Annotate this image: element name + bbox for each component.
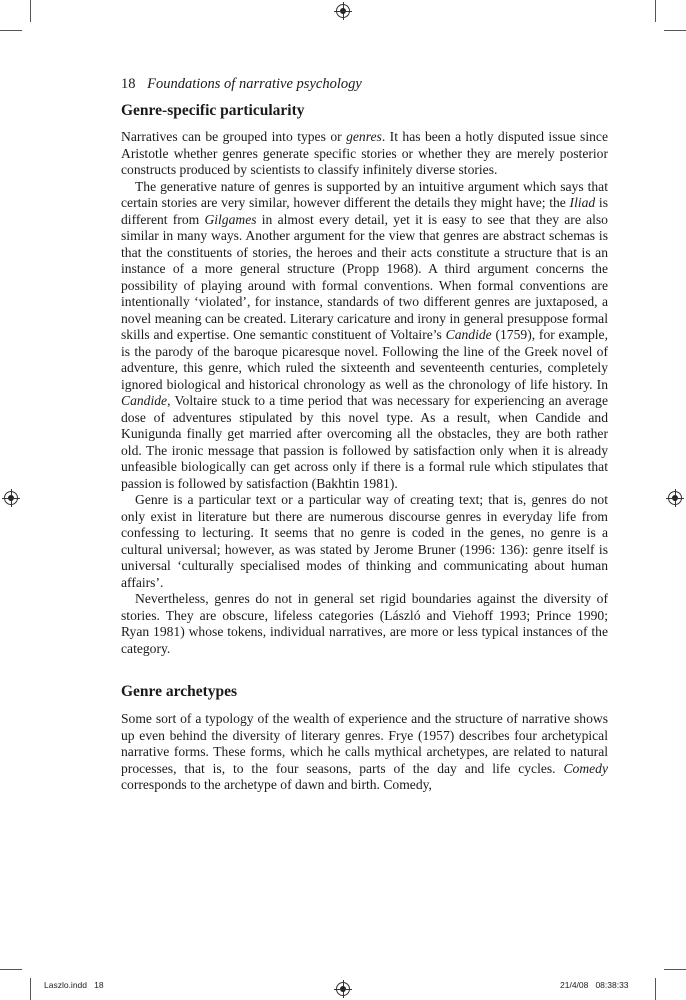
- registration-mark-icon: [668, 491, 682, 505]
- crop-mark: [655, 978, 656, 1000]
- section-heading: Genre-specific particularity: [121, 102, 305, 119]
- page-body: [121, 101, 608, 794]
- crop-mark: [664, 969, 686, 970]
- running-head-title: Foundations of narrative psychology: [147, 76, 362, 92]
- slug-timestamp: 21/4/08 08:38:33: [560, 980, 629, 990]
- crop-mark: [30, 0, 31, 22]
- paragraph: The generative nature of genres is supported by an intuitive argument which says that certain stories are very similar, however different the details they might have; the Iliad is different from Gilgames in almost every detail, yet it is easy to see that they are also similar in many ways. Another argument for the view that genres are abstract schemas is that the constituents of stories, the heroes and their acts constitute a structure that is an instance of a more general structure (Propp 1968). A third argument concerns the possibility of playing around with formal conventions. When formal conventions are intentionally ‘violated’, for instance, standards of two different genres are juxtaposed, a novel meaning can be created. Literary caricature and irony in general presuppose formal skills and expertise. One semantic constituent of Voltaire’s Candide (1759), for example, is the parody of the baroque picaresque novel. Following the line of the Greek novel of adventure, this genre, which ruled the sixteenth and seventeenth centuries, completely ignored biological and historical chronology as well as the chronology of life history. In Candide, Voltaire stuck to a time period that was necessary for experiencing an average dose of adventures stipulated by this novel type. As a result, when Candide and Kunigunda finally get married after overcoming all the obstacles, they are both rather old. The ironic message that passion is followed by satisfaction only when it is already unfeasible biologically can get across only if there is a formal rule which stipulates that passion is followed by satisfaction (Bakhtin 1981).: [121, 178, 609, 491]
- registration-mark-icon: [336, 982, 350, 996]
- crop-mark: [664, 30, 686, 31]
- paragraph: Nevertheless, genres do not in general set rigid boundaries against the diversity of stories. They are obscure, lifeless categories (László and Viehoff 1993; Prince 1990; Ryan 1981) whose tokens, individual narratives, are more or less typical instances of the category.: [121, 591, 608, 656]
- paragraph: Some sort of a typology of the wealth of experience and the structure of narrative shows up even behind the diversity of literary genres. Frye (1957) describes four archetypical narrative forms. These forms, which he calls mythical archetypes, are related to natural processes, that is, to the four seasons, parts of the day and life cycles. Comedy corresponds to the archetype of dawn and birth. Comedy,: [121, 711, 608, 792]
- registration-mark-icon: [336, 4, 350, 18]
- crop-mark: [655, 0, 656, 22]
- crop-mark: [0, 969, 22, 970]
- paragraph: Genre is a particular text or a particular way of creating text; that is, genres do not only exist in literature but there are numerous discourse genres in everyday life from confessing to lecturing. It seems that no genre is coded in the genes, no genre is a cultural universal; however, as was stated by Jerome Bruner (1996: 136): genre itself is universal ‘culturally specialised modes of thinking and communicating about human affairs’.: [121, 492, 608, 590]
- registration-mark-icon: [4, 491, 18, 505]
- page-number: 18: [121, 76, 136, 92]
- section-heading: Genre archetypes: [121, 683, 238, 700]
- slug-file: Laszlo.indd 18: [44, 980, 104, 990]
- paragraph: Narratives can be grouped into types or genres. It has been a hotly disputed issue since Aristotle whether genres generate specific stories or whether they are merely posterior constructs produced by scientists to classify infinitely diverse stories.: [121, 129, 608, 177]
- crop-mark: [0, 30, 22, 31]
- running-head: [121, 76, 362, 93]
- crop-mark: [30, 978, 31, 1000]
